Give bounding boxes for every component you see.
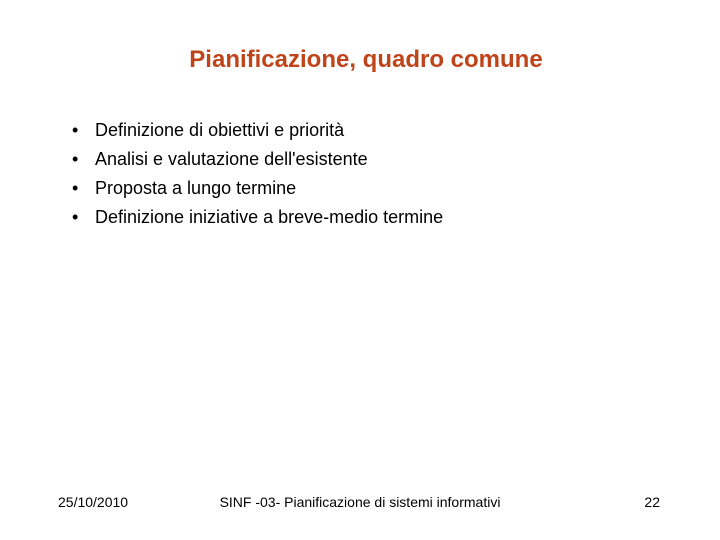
- footer-date: 25/10/2010: [58, 494, 129, 510]
- page-number: 22: [644, 494, 660, 510]
- bullet-text: Proposta a lungo termine: [95, 178, 297, 198]
- bullet-text: Definizione di obiettivi e priorità: [95, 120, 345, 140]
- bullet-marker: •: [72, 149, 79, 169]
- bullet-marker: •: [72, 120, 79, 140]
- bullet-text: Analisi e valutazione dell'esistente: [95, 149, 368, 169]
- footer-title: SINF -03- Pianificazione di sistemi informativi: [219, 494, 501, 510]
- bullet-text: Definizione iniziative a breve-medio termine: [95, 207, 444, 227]
- bullet-marker: •: [72, 178, 79, 198]
- bullet-marker: •: [72, 207, 79, 227]
- slide-title: Pianificazione, quadro comune: [189, 46, 543, 73]
